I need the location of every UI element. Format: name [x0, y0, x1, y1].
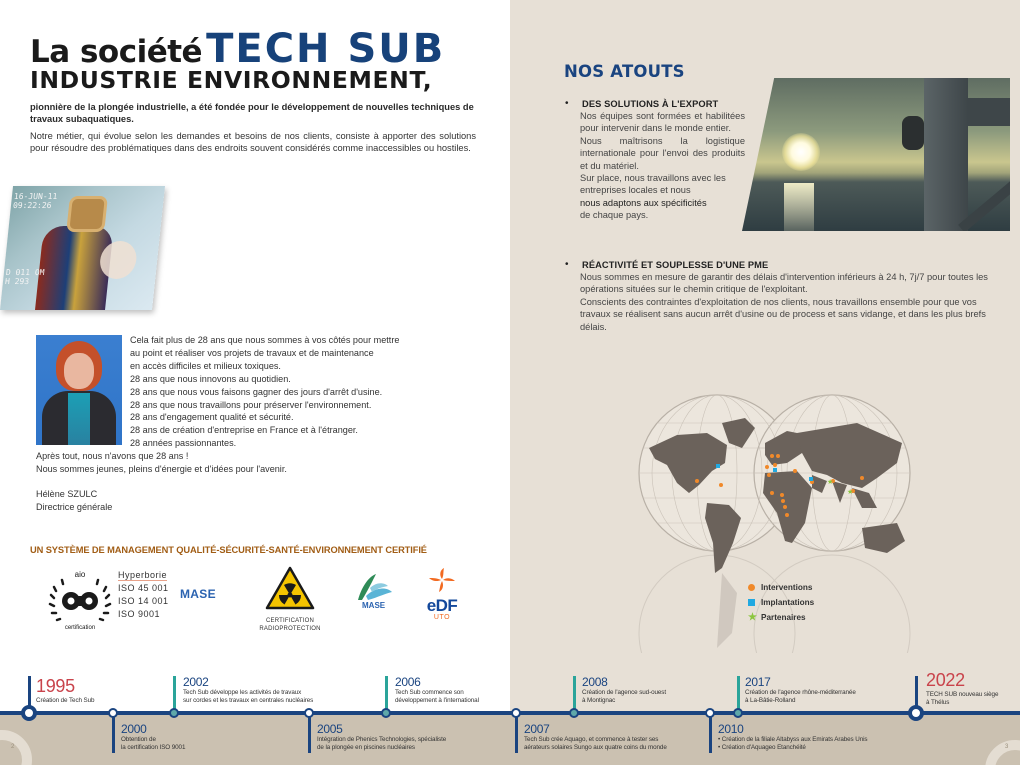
iso-14001: ISO 14 001	[118, 596, 169, 606]
timeline-node-2002	[169, 708, 179, 718]
timeline-desc-2007: Tech Sub crée Aquago, et commence à tester ses aérateurs solaires Sungo aux quatre coins du monde	[524, 736, 667, 751]
timeline-desc-2005: Intégration de Phenics Technologies, spécialiste de la plongée en piscines nucléaires	[317, 736, 447, 751]
timeline-desc-2022: TECH SUB nouveau siège à Thélus	[926, 691, 999, 706]
atout-body-reactivity: Nous sommes en mesure de garantir des délais d'intervention inférieurs à 24 h, 7j/7 pour toutes les opérations situées sur le chemin critique de l'exploitant. Conscients des contraintes d'exploitation de nos clients, nous travaillons ensemble pour que vos travaux se réalisent sans aucun arrêt d'usine ou de process et sans vidange, et dans les plus brefs délais.	[580, 272, 988, 332]
page-number-right: 3	[1005, 744, 1009, 750]
timeline-desc-2008: Création de l'agence sud-ouest à Montignac	[582, 689, 666, 704]
timeline-year-2000: 2000	[121, 722, 147, 736]
title-prefix: La société	[30, 34, 203, 70]
video-depth-readout: D 011 OM H 293	[4, 268, 45, 286]
orange-dot-icon	[748, 584, 755, 591]
timeline-year-1995: 1995	[36, 676, 75, 696]
video-timestamp: 16-JUN-11 09:22:26	[12, 192, 58, 210]
intro-bold-text: pionnière de la plongée industrielle, a été fondée pour le développement de nouvelles techniques de travaux subaquatiques.	[30, 102, 474, 124]
timeline-desc-2006: Tech Sub commence son développement à l'international	[395, 689, 479, 704]
timeline-year-2005: 2005	[317, 722, 343, 736]
timeline-node-2007	[511, 708, 521, 718]
certifications-title: UN SYSTÈME DE MANAGEMENT QUALITÉ-SÉCURITÉ-SANTÉ-ENVIRONNEMENT CERTIFIÉ	[30, 545, 427, 555]
timeline-node-2006	[381, 708, 391, 718]
timeline-year-2010: 2010	[718, 722, 744, 736]
radiation-warning-icon	[265, 566, 315, 610]
diver-photo	[0, 186, 165, 310]
timeline-year-2022: 2022	[926, 670, 965, 690]
atout-heading-reactivity: RÉACTIVITÉ ET SOUPLESSE D'UNE PME	[582, 260, 769, 270]
iso-9001: ISO 9001	[118, 609, 161, 619]
timeline-node-2000	[108, 708, 118, 718]
edf-flower-icon	[425, 567, 459, 593]
signature-name: Hélène SZULC	[36, 489, 98, 499]
bullet-icon: •	[565, 259, 569, 270]
timeline-desc-1995: Création de Tech Sub	[36, 697, 95, 704]
iso-45001: ISO 45 001	[118, 583, 169, 593]
director-letter: Cela fait plus de 28 ans que nous sommes à vos côtés pour mettre au point et réaliser vos projets de travaux et de maintenance en accès difficiles et milieux toxiques. 28 ans que nous innovons au quotidien. 28 ans que nous vous faisons gagner des jours d'arrêt d'usine. 28 ans que nous travaillons pour préserver l'environnement. 28 ans d'engagement qualité et sécurité. 28 ans de création d'entreprise en France et à l'étranger. 28 années passionnantes.	[130, 335, 400, 449]
signature-role: Directrice générale	[36, 502, 113, 512]
green-star-icon: ★	[748, 611, 757, 623]
timeline-desc-2002: Tech Sub développe les activités de travaux sur cordes et les travaux en centrales nucléaires	[183, 689, 314, 704]
svg-text:certification: certification	[64, 625, 96, 631]
timeline-year-2006: 2006	[395, 675, 421, 689]
bullet-icon: •	[565, 98, 569, 109]
atout-heading-export: DES SOLUTIONS À L'EXPORT	[582, 99, 719, 109]
timeline-node-2005	[304, 708, 314, 718]
svg-text:aio: aio	[74, 570, 86, 579]
director-portrait	[36, 335, 122, 445]
title-subline: INDUSTRIE ENVIRONNEMENT,	[30, 66, 433, 94]
legend-implantations: Implantations	[748, 595, 814, 610]
offshore-rope-access-photo	[742, 78, 1010, 231]
timeline-year-2008: 2008	[582, 675, 608, 689]
hyperborie-label: Hyperborie	[118, 570, 168, 580]
timeline-node-1995	[21, 705, 37, 721]
timeline-node-2008	[569, 708, 579, 718]
radioprotection-certification: CERTIFICATION RADIOPROTECTION	[255, 566, 325, 633]
section-title: NOS ATOUTS	[564, 62, 685, 81]
legend-interventions: Interventions	[748, 580, 814, 595]
timeline-year-2017: 2017	[745, 675, 771, 689]
svg-text:★: ★	[847, 488, 854, 496]
page-number-left: 2	[11, 744, 15, 750]
letter-closing: Après tout, nous n'avons que 28 ans ! Nous sommes jeunes, pleins d'énergie et d'idées pour l'avenir.	[36, 451, 287, 474]
timeline-desc-2017: Création de l'agence rhône-méditerranée à La-Bâtie-Rolland	[745, 689, 856, 704]
timeline-line	[0, 711, 1020, 715]
blue-square-icon	[748, 599, 755, 606]
mase-logo: MASE	[180, 587, 216, 601]
timeline-node-2017	[733, 708, 743, 718]
signature	[36, 488, 112, 514]
brand-name: TECH SUB	[206, 26, 446, 72]
intro-text: Notre métier, qui évolue selon les demandes et besoins de nos clients, consiste à apporter des solutions pour résoudre des problématiques dans des endroits souvent considérés comme inaccessibles ou hostiles.	[30, 131, 476, 154]
atout-body-export: Nos équipes sont formées et habilitées pour intervenir dans le monde entier. Nous maîtrisons la logistique internationale pour l'envoi des produits et du matériel. Sur place, nous travaillons avec les entreprises locales et nous nous adaptons aux spécificités de chaque pays.	[580, 111, 745, 221]
iso-certification-list	[118, 569, 169, 621]
mase-leaf-label: MASE	[362, 601, 386, 610]
diver-helmet	[66, 196, 108, 232]
timeline-node-2022	[908, 705, 924, 721]
timeline-year-2002: 2002	[183, 675, 209, 689]
timeline-year-2007: 2007	[524, 722, 550, 736]
svg-text:★: ★	[827, 478, 834, 486]
legend-partenaires: ★ Partenaires	[748, 611, 806, 623]
map-legend	[748, 580, 814, 625]
timeline-desc-2010: • Création de la filiale Altabyss aux Emirats Arabes Unis • Création d'Aquageo Etanchéité	[718, 736, 868, 751]
timeline-desc-2000: Obtention de la certification ISO 9001	[121, 736, 186, 751]
timeline-node-2010	[705, 708, 715, 718]
edf-logo: eDF UTO	[422, 567, 462, 621]
aio-certification-logo	[44, 565, 116, 637]
